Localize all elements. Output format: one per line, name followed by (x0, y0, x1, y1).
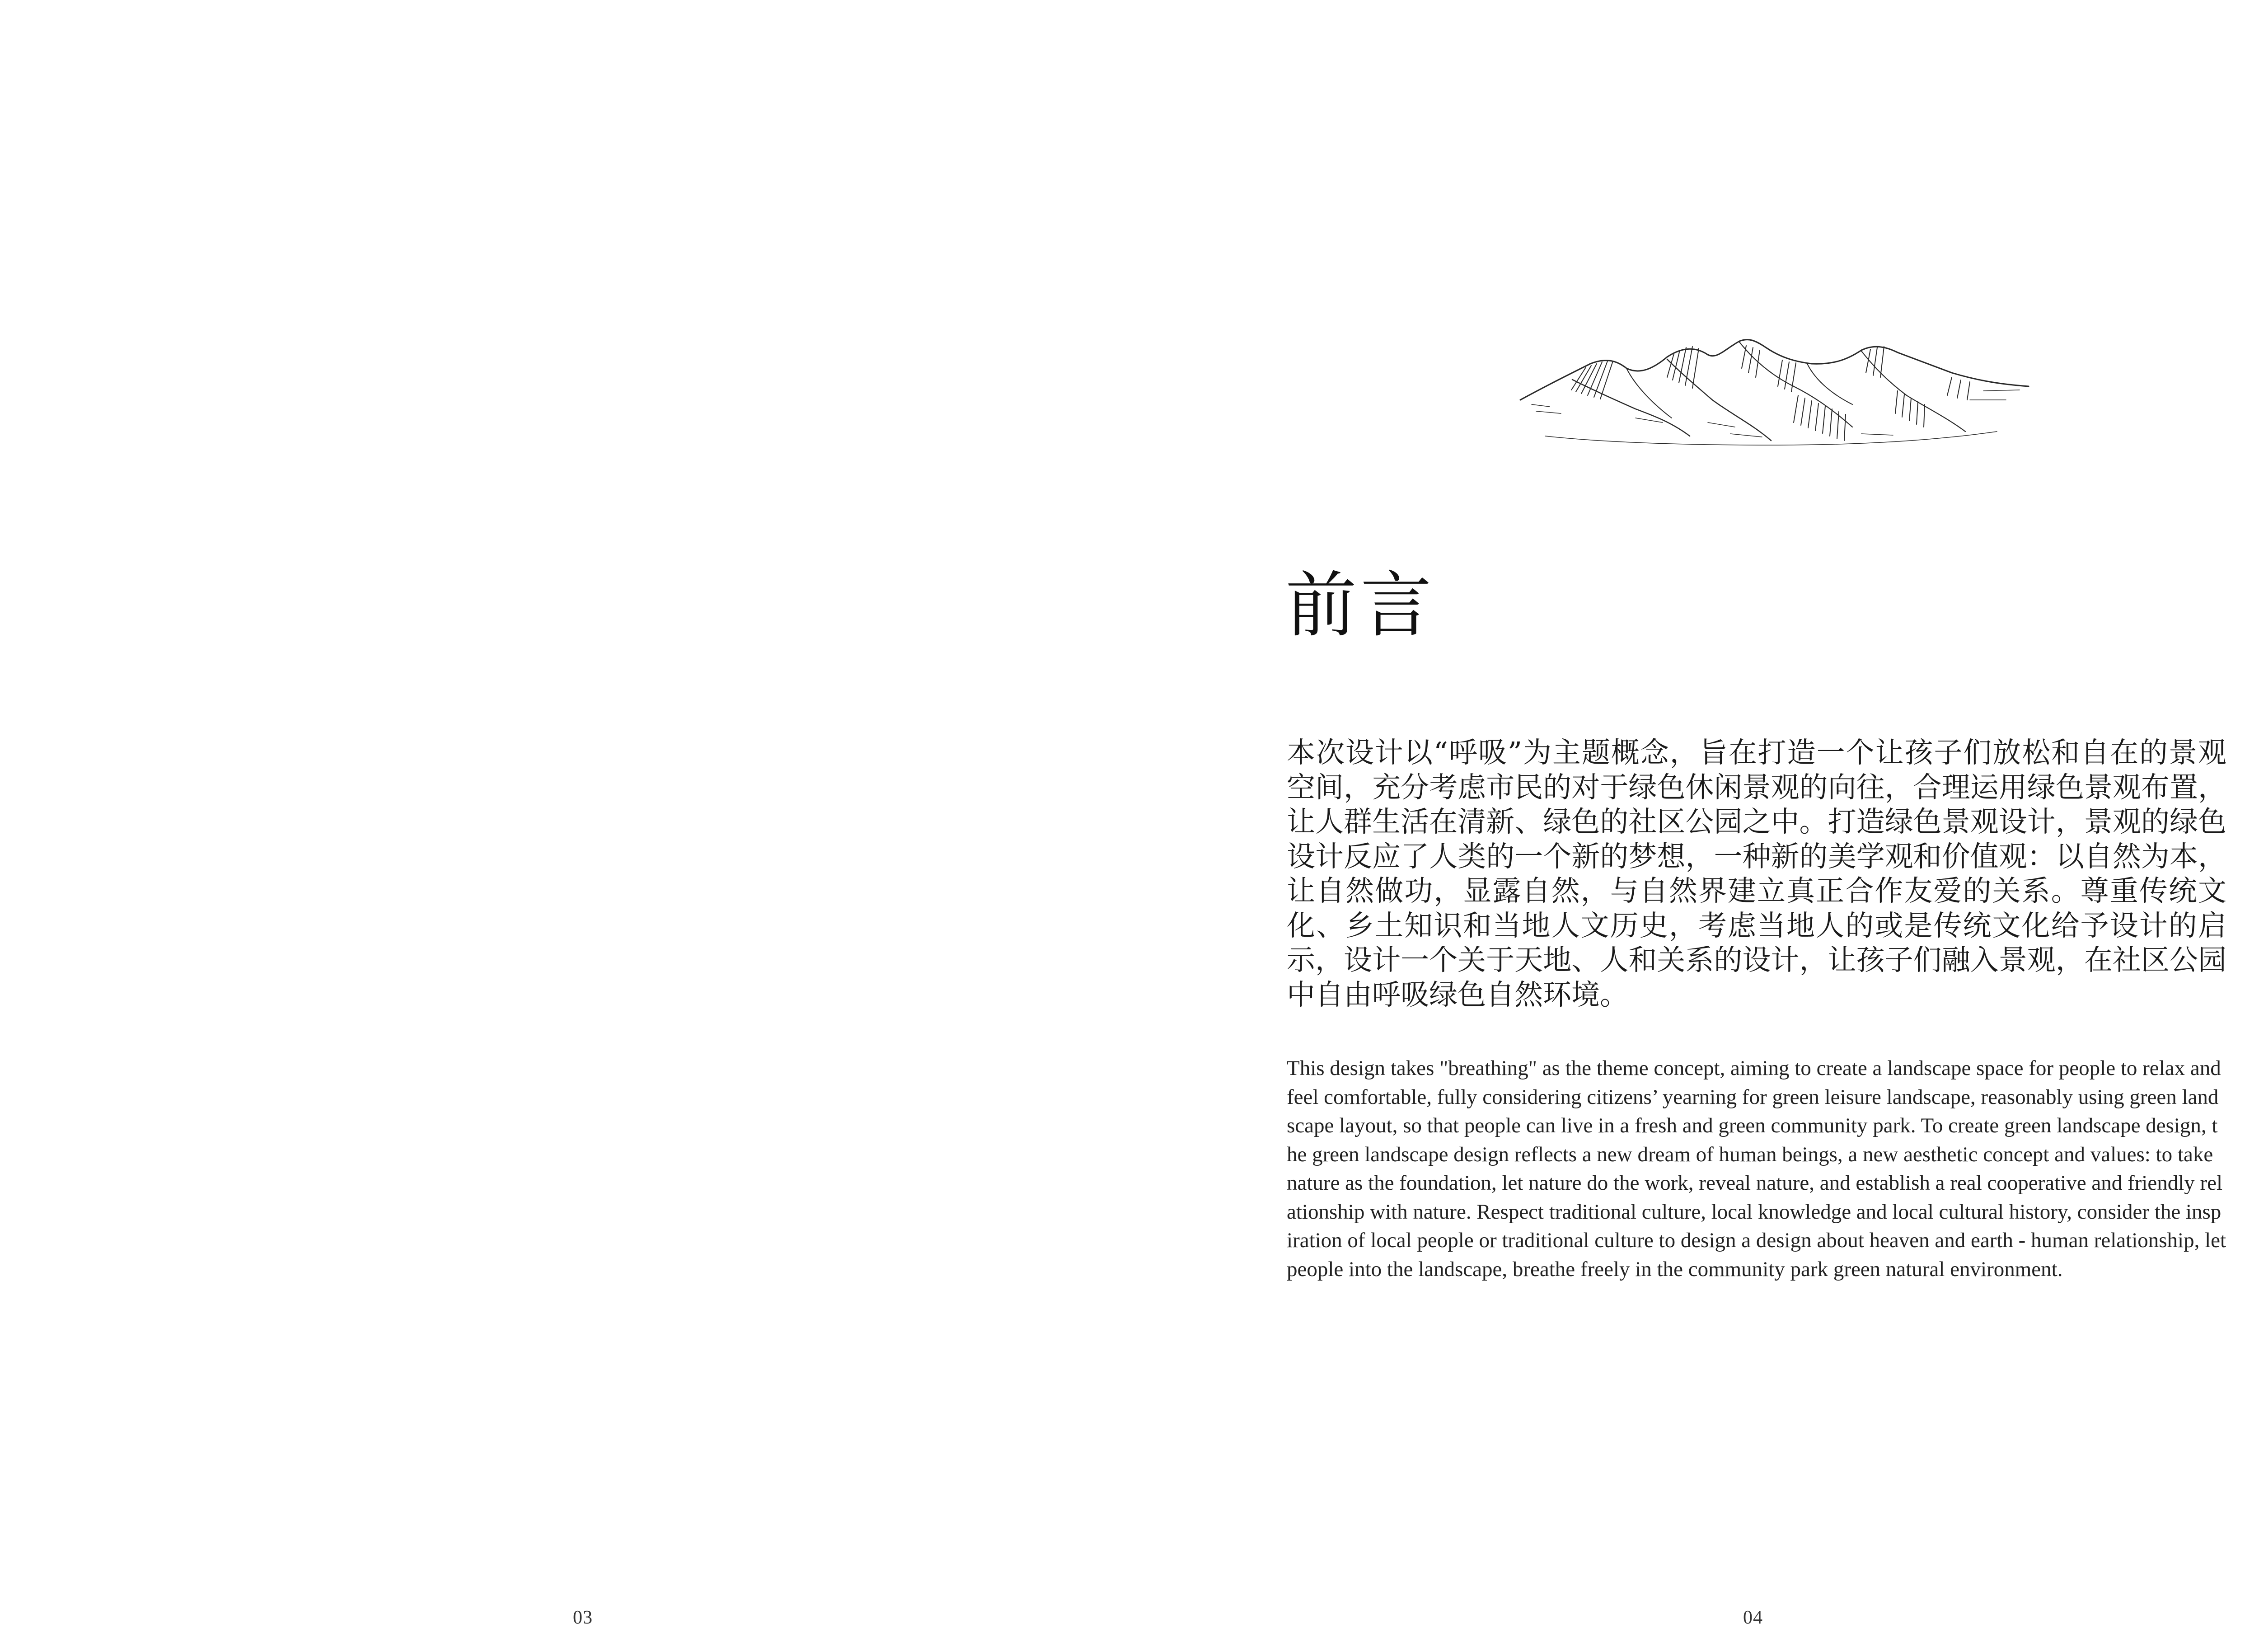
page-number-left: 03 (573, 1607, 593, 1628)
page-title: 前言 (1285, 564, 1435, 647)
mountain-sketch-icon (1518, 332, 2033, 450)
page-number-right: 04 (1743, 1607, 1763, 1628)
body-text-english: This design takes "breathing" as the theme concept, aiming to create a landscape space for people to relax and feel comfortable, fully considering citizens’ yearning for green leisure landscape, reasonably using green landscape layout, so that people can live in a fresh and green community park. To create green landscape design, the green landscape design reflects a new dream of human beings, a new aesthetic concept and values: to take nature as the foundation, let nature do the work, reveal nature, and establish a real cooperative and friendly relationship with nature. Respect traditional culture, local knowledge and local cultural history, consider the inspiration of local people or traditional culture to design a design about heaven and earth - human relationship, let people into the landscape, breathe freely in the community park green natural environment. (1287, 1056, 2226, 1281)
body-text-chinese: 本次设计以“呼吸”为主题概念，旨在打造一个让孩子们放松和自在的景观空间，充分考虑市民的对于绿色休闲景观的向往，合理运用绿色景观布置，让人群生活在清新、绿色的社区公园之中。打造绿色景观设计，景观的绿色设计反应了人类的一个新的梦想，一种新的美学观和价值观：以自然为本，让自然做功，显露自然，与自然界建立真正合作友爱的关系。尊重传统文化、乡土知识和当地人文历史，考虑当地人的或是传统文化给予设计的启示，设计一个关于天地、人和关系的设计，让孩子们融入景观，在社区公园中自由呼吸绿色自然环境。 (1287, 736, 2226, 1011)
